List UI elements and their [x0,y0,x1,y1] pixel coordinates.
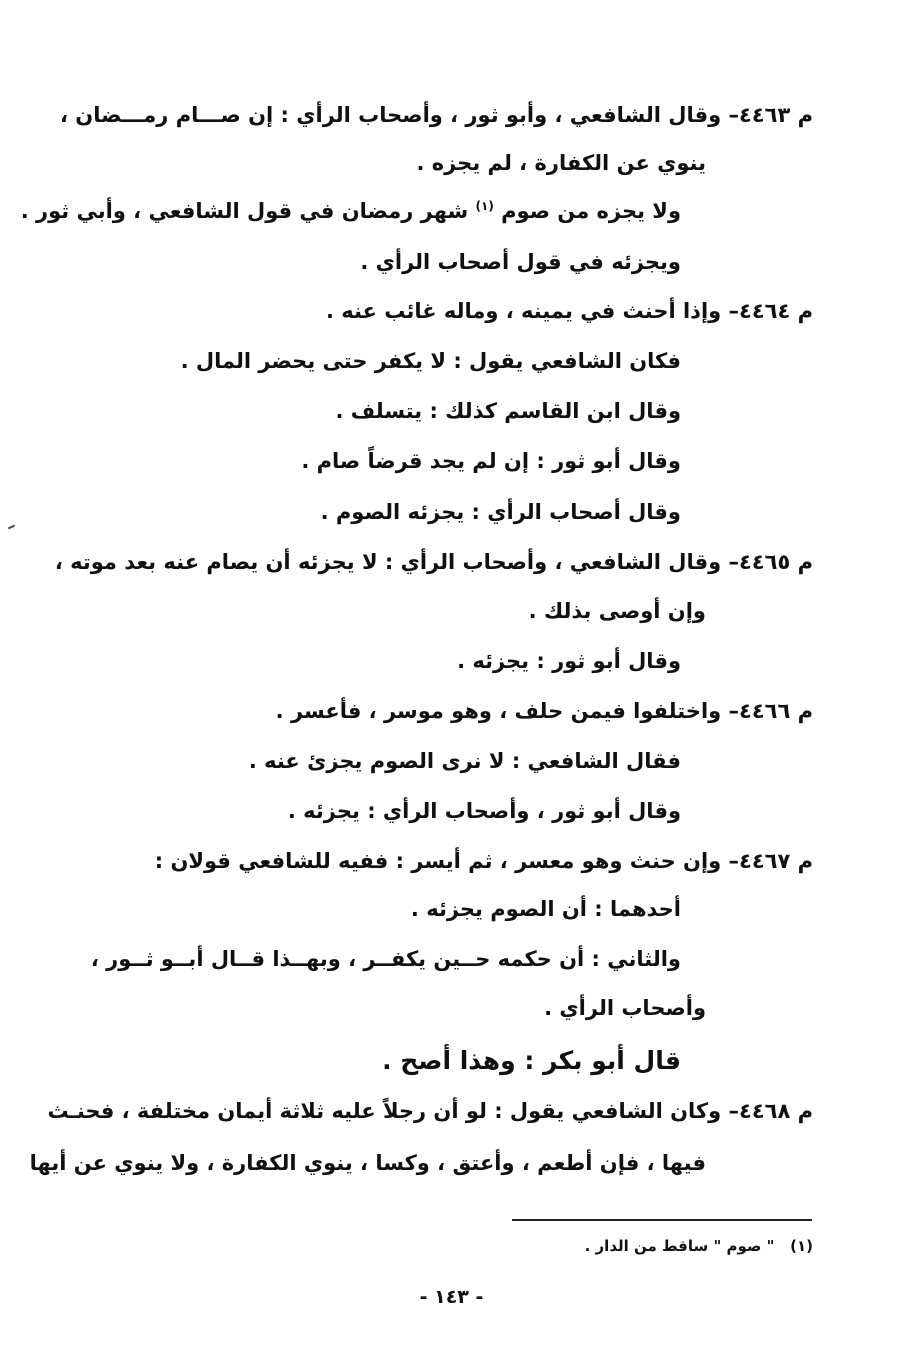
entry-4466-line-1 [276,693,813,729]
entry-text: وقال الشافعي ، وأبو ثور ، وأصحاب الرأي : إن صـــام رمـــضان ، [59,103,722,127]
entry-4464-line-4: وقال أبو ثور : إن لم يجد قرضاً صام . [301,449,681,473]
entry-4464-line-2: فكان الشافعي يقول : لا يكفر حتى يحضر المال . [180,349,681,373]
page-number: - ١٤٣ - [419,1286,484,1308]
entry-number: م ٤٤٦٦– [728,699,813,723]
entry-4466-line-3: وقال أبو ثور ، وأصحاب الرأي : يجزئه . [287,799,681,823]
entry-number: م ٤٤٦٤– [728,299,813,323]
entry-4465-line-1 [54,544,813,580]
footnote-separator [512,1219,812,1221]
entry-4468-line-2: فيها ، فإن أطعم ، وأعتق ، وكسا ، ينوي الكفارة ، ولا ينوي عن أيها [29,1151,706,1175]
entry-text: وكان الشافعي يقول : لو أن رجلاً عليه ثلاثة أيمان مختلفة ، فحنـث [47,1099,722,1123]
footnote [585,1234,813,1258]
entry-text: وإذا أحنث في يمينه ، وماله غائب عنه . [325,299,722,323]
entry-4464-line-5: وقال أصحاب الرأي : يجزئه الصوم . [320,500,681,524]
entry-4466-line-2: فقال الشافعي : لا نرى الصوم يجزئ عنه . [248,749,681,773]
entry-number: م ٤٤٦٨– [728,1099,813,1123]
entry-4465-line-2: وإن أوصى بذلك . [528,599,706,623]
entry-4464-line-3: وقال ابن القاسم كذلك : يتسلف . [335,399,681,423]
entry-4463-line-3 [21,193,681,229]
entry-4463-line-4: ويجزئه في قول أصحاب الرأي . [360,250,681,274]
footnote-ref: (١) [475,199,494,213]
entry-text: وقال الشافعي ، وأصحاب الرأي : لا يجزئه أن يصام عنه بعد موته ، [54,550,722,574]
text-fragment: ولا يجزه من صوم [501,199,681,223]
entry-4468-line-1 [47,1093,813,1129]
entry-4465-line-3: وقال أبو ثور : يجزئه . [457,649,681,673]
entry-4467-line-1 [155,843,813,879]
entry-4463-line-2: ينوي عن الكفارة ، لم يجزه . [416,151,706,175]
entry-4464-line-1 [326,293,813,329]
footnote-marker: (١) [790,1237,813,1255]
entry-number: م ٤٤٦٣– [728,103,813,127]
entry-text: واختلفوا فيمن حلف ، وهو موسر ، فأعسر . [275,699,722,723]
entry-4467-line-4: وأصحاب الرأي . [544,996,706,1020]
entry-4467-line-3: والثاني : أن حكمه حــين يكفــر ، وبهــذا قــال أبــو ثــور ، [90,947,681,971]
scan-mark [8,525,15,530]
entry-4467-line-2: أحدهما : أن الصوم يجزئه . [410,897,681,921]
footnote-text: " صوم " ساقط من الدار . [584,1237,775,1255]
abu-bakr-heading: قال أبو بكر : وهذا أصح . [382,1046,681,1075]
entry-text: وإن حنث وهو معسر ، ثم أيسر : ففيه للشافعي قولان : [154,849,722,873]
entry-4463-line-1 [59,97,813,133]
text-fragment: شهر رمضان في قول الشافعي ، وأبي ثور . [20,199,469,223]
entry-number: م ٤٤٦٧– [728,849,813,873]
entry-number: م ٤٤٦٥– [728,550,813,574]
